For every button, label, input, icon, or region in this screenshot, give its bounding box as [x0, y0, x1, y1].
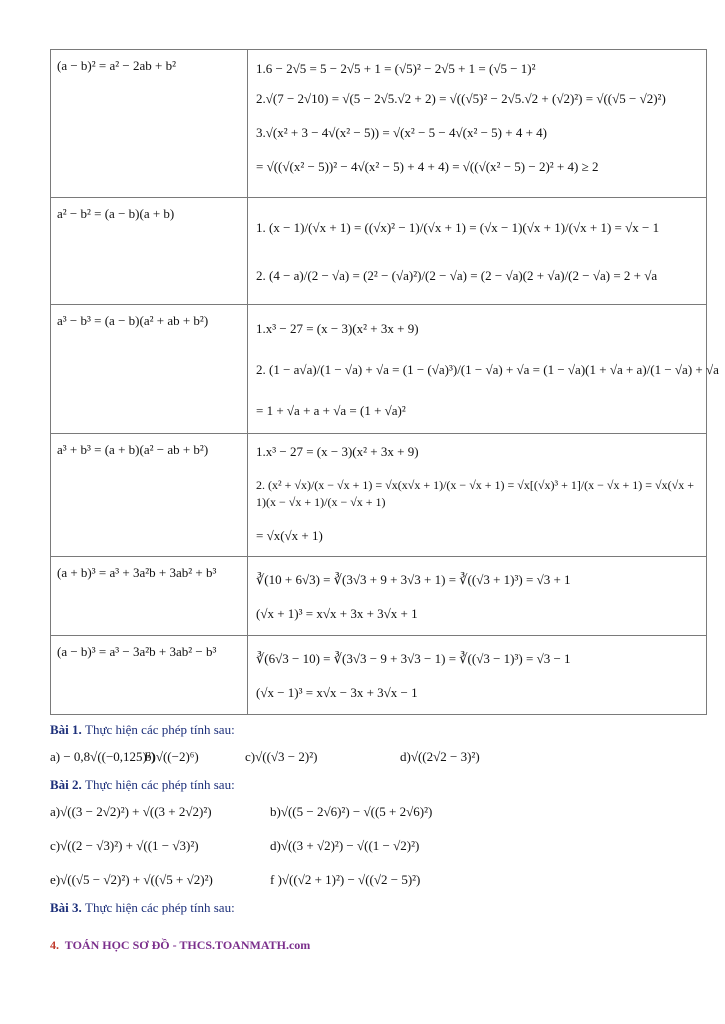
identity-formula: (a − b)² = a² − 2ab + b² — [51, 50, 248, 198]
exercise-heading — [50, 774, 707, 795]
exercise-item: c)√((√3 − 2)²) — [245, 749, 318, 764]
exercise-instruction: Thực hiện các phép tính sau: — [85, 899, 235, 915]
exercise-item: b)√((5 − 2√6)²) − √((5 + 2√6)²) — [270, 804, 433, 819]
identity-row — [51, 305, 707, 434]
exercise-instruction: Thực hiện các phép tính sau: — [85, 776, 235, 792]
identity-formula: (a − b)³ = a³ − 3a²b + 3ab² − b³ — [51, 636, 248, 715]
example-line: 2. (1 − a√a)/(1 − √a) + √a = (1 − (√a)³)/(1 − √a) + √a = (1 − √a)(1 + √a + a)/(1 − √a) + √a — [256, 362, 719, 377]
example-line: 1.6 − 2√5 = 5 − 2√5 + 1 = (√5)² − 2√5 + 1 = (√5 − 1)² — [256, 61, 536, 76]
exercise-item: a) − 0,8√((−0,125)²) — [50, 749, 156, 764]
example-line: ∛(6√3 − 10) = ∛(3√3 − 9 + 3√3 − 1) = ∛((√3 − 1)³) = √3 − 1 — [256, 651, 571, 666]
example-line: = √((√(x² − 5))² − 4√(x² − 5) + 4 + 4) = √((√(x² − 5) − 2)² + 4) ≥ 2 — [256, 159, 599, 174]
identity-row — [51, 636, 707, 715]
exercise-item: d)√((3 + √2)²) − √((1 − √2)²) — [270, 838, 420, 853]
example-line: 2. (4 − a)/(2 − √a) = (2² − (√a)²)/(2 − √a) = (2 − √a)(2 + √a)/(2 − √a) = 2 + √a — [256, 268, 658, 283]
identity-row — [51, 198, 707, 305]
exercise-section — [50, 719, 707, 918]
identity-table — [50, 49, 719, 715]
exercise-item: e)√((√5 − √2)²) + √((√5 + √2)²) — [50, 872, 213, 887]
exercise-title: Bài 1. — [50, 721, 82, 737]
example-cell — [248, 434, 707, 557]
exercise-heading — [50, 719, 707, 740]
identity-row — [51, 50, 707, 198]
example-cell — [248, 305, 719, 434]
example-cell — [248, 50, 707, 198]
example-line: 3.√(x² + 3 − 4√(x² − 5)) = √(x² − 5 − 4√(x² − 5) + 4 + 4) — [256, 125, 547, 140]
identity-formula: a³ + b³ = (a + b)(a² − ab + b²) — [51, 434, 248, 557]
example-line: 1.x³ − 27 = (x − 3)(x² + 3x + 9) — [256, 444, 419, 459]
page-number: 4 — [50, 938, 56, 952]
example-line: 1. (x − 1)/(√x + 1) = ((√x)² − 1)/(√x + 1) = (√x − 1)(√x + 1)/(√x + 1) = √x − 1 — [256, 220, 660, 235]
example-cell — [248, 557, 707, 636]
example-line: ∛(10 + 6√3) = ∛(3√3 + 9 + 3√3 + 1) = ∛((√3 + 1)³) = √3 + 1 — [256, 572, 571, 587]
exercise-items — [50, 795, 707, 829]
example-line: 1.x³ − 27 = (x − 3)(x² + 3x + 9) — [256, 321, 419, 336]
exercise-item: f )√((√2 + 1)²) − √((√2 − 5)²) — [270, 872, 421, 887]
exercise-item: b)√((−2)⁶) — [145, 749, 199, 764]
exercise-item: c)√((2 − √3)²) + √((1 − √3)²) — [50, 838, 199, 853]
example-line — [256, 464, 706, 524]
identity-formula: a³ − b³ = (a − b)(a² + ab + b²) — [51, 305, 248, 434]
exercise-items — [50, 740, 707, 774]
page-content — [50, 49, 719, 918]
identity-formula: (a + b)³ = a³ + 3a²b + 3ab² + b³ — [51, 557, 248, 636]
example-cell — [248, 636, 707, 715]
example-line: = √x(√x + 1) — [256, 528, 323, 543]
example-cell — [248, 198, 707, 305]
identity-row — [51, 434, 707, 557]
exercise-title: Bài 2. — [50, 776, 82, 792]
exercise-item: d)√((2√2 − 3)²) — [400, 749, 480, 764]
exercise-item: a)√((3 − 2√2)²) + √((3 + 2√2)²) — [50, 804, 212, 819]
example-line: (√x + 1)³ = x√x + 3x + 3√x + 1 — [256, 606, 418, 621]
exercise-heading — [50, 897, 707, 918]
footer-text: TOÁN HỌC SƠ ĐỒ - THCS.TOANMATH.com — [64, 938, 311, 952]
exercise-title: Bài 3. — [50, 899, 82, 915]
example-line: (√x − 1)³ = x√x − 3x + 3√x − 1 — [256, 685, 418, 700]
identity-formula: a² − b² = (a − b)(a + b) — [51, 198, 248, 305]
exercise-instruction: Thực hiện các phép tính sau: — [85, 721, 235, 737]
page-footer: 4. TOÁN HỌC SƠ ĐỒ - THCS.TOANMATH.com — [50, 938, 311, 952]
example-line: = 1 + √a + a + √a = (1 + √a)² — [256, 403, 406, 418]
example-line: 2.√(7 − 2√10) = √(5 − 2√5.√2 + 2) = √((√5)² − 2√5.√2 + (√2)²) = √((√5 − √2)²) — [256, 91, 666, 106]
exercise-items — [50, 863, 707, 897]
example-text: 2. (x² + √x)/(x − √x + 1) = √x(x√x + 1)/(x − √x + 1) = √x[(√x)³ + 1]/(x − √x + 1) = √x(√x + 1)(x − √x + 1)/(x − √x + 1) — [256, 478, 694, 509]
identity-row — [51, 557, 707, 636]
exercise-items — [50, 829, 707, 863]
